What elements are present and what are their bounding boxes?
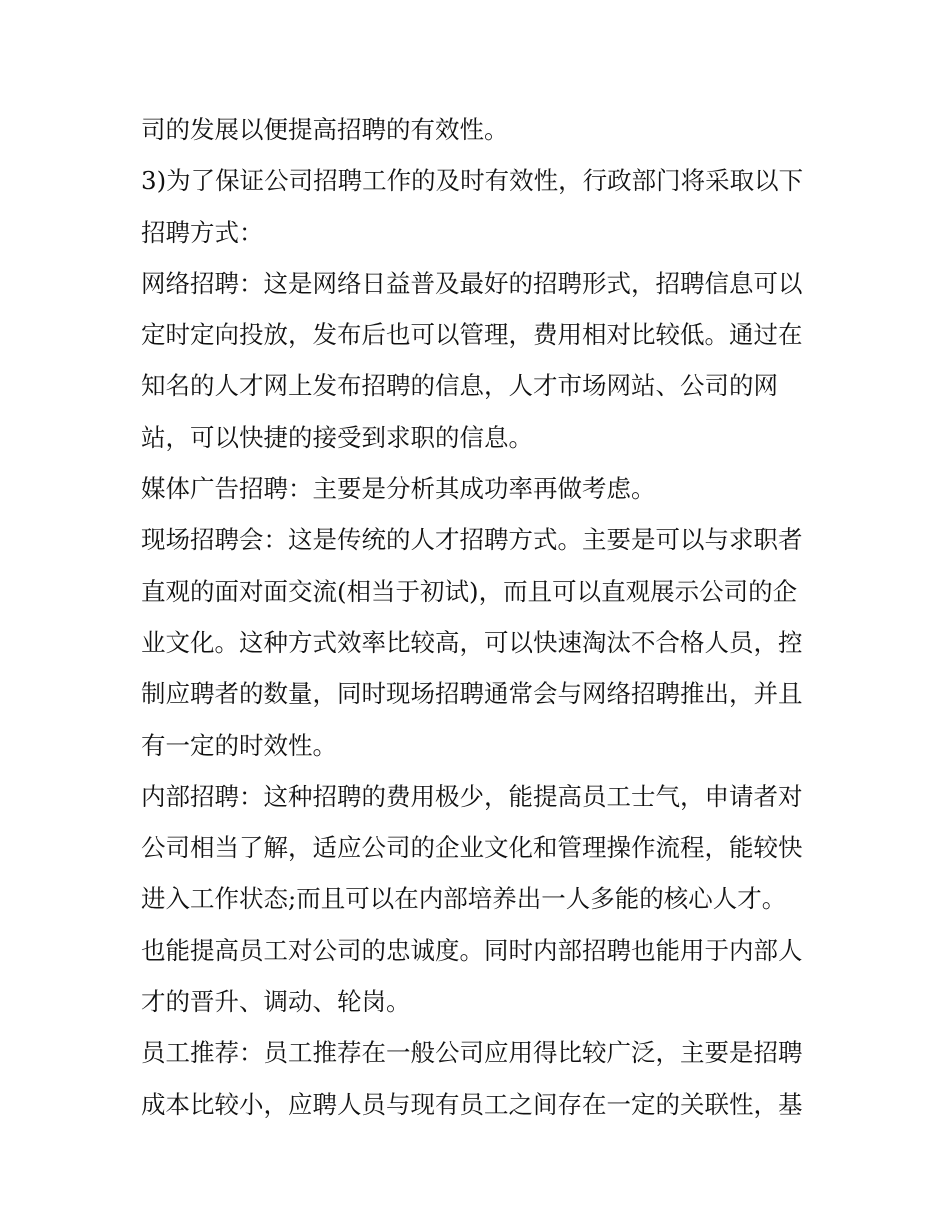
body-text bbox=[141, 104, 821, 1130]
text-line: 网络招聘：这是网络日益普及最好的招聘形式，招聘信息可以 bbox=[141, 268, 803, 298]
text-line: 媒体广告招聘：主要是分析其成功率再做考虑。 bbox=[141, 474, 656, 504]
text-line: 也能提高员工对公司的忠诚度。同时内部招聘也能用于内部人 bbox=[141, 935, 803, 965]
text-line: 制应聘者的数量，同时现场招聘通常会与网络招聘推出，并且 bbox=[141, 679, 803, 709]
text-line: 员工推荐：员工推荐在一般公司应用得比较广泛，主要是招聘 bbox=[141, 1038, 803, 1068]
text-line: 直观的面对面交流(相当于初试)，而且可以直观展示公司的企 bbox=[141, 576, 798, 606]
text-line: 招聘方式： bbox=[141, 217, 264, 247]
text-line: 现场招聘会：这是传统的人才招聘方式。主要是可以与求职者 bbox=[141, 525, 803, 555]
text-line: 公司相当了解，适应公司的企业文化和管理操作流程，能较快 bbox=[141, 833, 803, 863]
text-line: 才的晋升、调动、轮岗。 bbox=[141, 987, 411, 1017]
text-line: 定时定向投放，发布后也可以管理，费用相对比较低。通过在 bbox=[141, 320, 803, 350]
text-line: 内部招聘：这种招聘的费用极少，能提高员工士气，申请者对 bbox=[141, 781, 803, 811]
text-line: 有一定的时效性。 bbox=[141, 730, 337, 760]
text-line: 知名的人才网上发布招聘的信息，人才市场网站、公司的网 bbox=[141, 371, 778, 401]
text-line: 成本比较小，应聘人员与现有员工之间存在一定的关联性，基 bbox=[141, 1089, 803, 1119]
text-line: 进入工作状态;而且可以在内部培养出一人多能的核心人才。 bbox=[141, 884, 787, 914]
text-line: 司的发展以便提高招聘的有效性。 bbox=[141, 115, 509, 144]
text-line: 3)为了保证公司招聘工作的及时有效性，行政部门将采取以下 bbox=[141, 166, 804, 196]
text-line: 站，可以快捷的接受到求职的信息。 bbox=[141, 422, 533, 452]
text-line: 业文化。这种方式效率比较高，可以快速淘汰不合格人员，控 bbox=[141, 627, 803, 657]
